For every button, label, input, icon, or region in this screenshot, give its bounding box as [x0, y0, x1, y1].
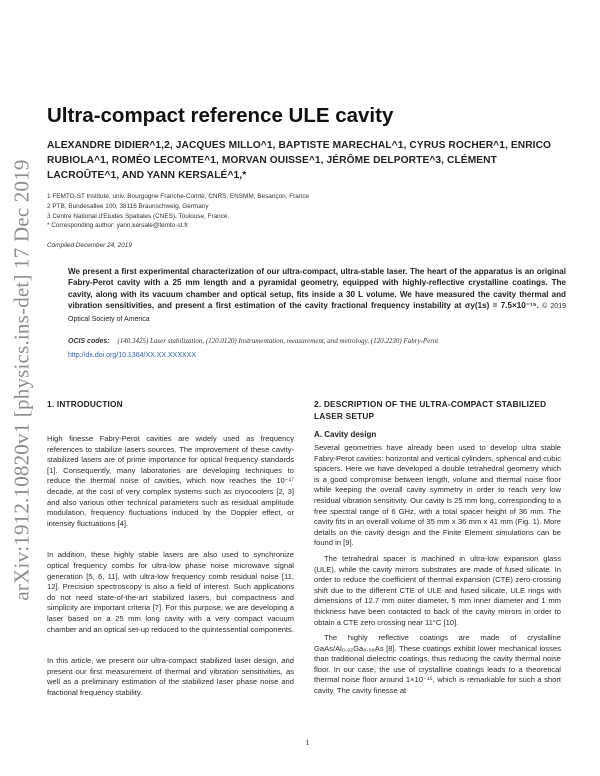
paragraph: High finesse Fabry-Perot cavities are widely used as frequency references to stabilize lasers sources. The improvement of these cavity-stabilized lasers are of prime importance for optical frequency standards [1]. Consequently, many laboratories are developing techniques to reduce the thermal noise of cavities, which now reaches the 10⁻¹⁷ decade, at the cost of very complex systems such as cryocoolers [2, 3] and also various other technical parameters such as residual amplitude modulation, frequency fluctuations induced by the Doppler effect, or intensity fluctuations [4]. — [47, 434, 294, 528]
compiled-date: Compiled December 24, 2019 — [47, 242, 132, 249]
paragraph: The tetrahedral spacer is machined in ultra-low expansion glass (ULE), while the cavity mirrors substrates are made of fused silicate. In order to reduce the coefficient of thermal expansion (CTE) zero-crossing shift due to the different CTE of ULE and fused silicate, ULE rings with dimensions of 12.7 mm outer diameter, 5 mm inner diameter and 1 mm thickness have been contacted to back of the cavity mirrors in order to obtain a CTE zero crossing near 11°C [10]. — [314, 553, 561, 627]
affiliation-1: 1 FEMTO-ST Institute, univ. Bourgogne Franche-Comté, CNRS, ENSMM, Besançon, France — [47, 193, 310, 200]
affiliation-3: 3 Centre National d'Etudes Spatiales (CNES), Toulouse, France. — [47, 212, 230, 220]
ocis-label: OCIS codes: — [68, 338, 110, 345]
subsection-heading-cavity-design: A. Cavity design — [314, 430, 377, 439]
section-heading-introduction: 1. INTRODUCTION — [47, 399, 123, 409]
left-column — [47, 398, 294, 719]
corresponding-author: * Corresponding author: yann.kersale@femto-st.fr — [47, 222, 189, 230]
right-column — [314, 398, 561, 702]
paper-page — [47, 0, 568, 776]
arxiv-identifier-text: arXiv:1912.10820v1 [physics.ins-det] 17 Dec 2019 — [9, 159, 34, 601]
doi-link[interactable]: http://dx.doi.org/10.1364/XX.XX.XXXXXX — [68, 352, 197, 359]
affiliation-2: 2 PTB, Bundesallee 100, 38116 Braunschweig, Germany — [47, 202, 209, 210]
author-list: ALEXANDRE DIDIER^1,2, JACQUES MILLO^1, BAPTISTE MARECHAL^1, CYRUS ROCHER^1, ENRICO RUBIOLA^1, ROMÉO LECOMTE^1, MORVAN OUISSE^1, JÉRÔME DELPORTE^3, CLÉMENT LACROÛTE^1, AND YANN KERSALÉ^1,* — [47, 140, 552, 181]
ocis-text: (140.3425) Laser stabilization, (120.0120) Instrumentation, measurement, and metrology, (120.2230) Fabry-Perot — [117, 337, 439, 345]
paragraph: In addition, these highly stable lasers are also used to synchronize optical frequency combs for ultra-low phase noise microwave signal generation [5, 6, 11], with ultra-low frequency comb residual noise [11, 12]. Precision spectroscopy is also a field of interest. Such applications do not need state-of-the-art stabilized lasers, but compactness and simplicity are important criteria [7]. For this purpose, we are developing a laser based on a 25 mm long cavity with a very compact vacuum chamber and an optical set-up reduced to the quintessential components. — [47, 550, 294, 634]
ocis-codes — [68, 336, 566, 347]
page-number: 1 — [305, 738, 310, 747]
paragraph: Several geometries have already been used to develop ultra stable Fabry-Perot cavities: horizontal and vertical cylinders, spherical and cubic spacers. Here we have developed a double tetrahedral geometry which is a good compromise between length, volume and thermal noise floor while keeping the overall cavity symmetry in order to reach very low residual vibration sensitivity. Our cavity is 25 mm long, corresponding to a free spectral range of 6 GHz, with a total spacer height of 36 mm. The cavity fits in an overall volume of 35 mm x 36 mm x 41 mm (Fig. 1). More details on the cavity design and the Finite Element simulations can be found in [9]. — [314, 443, 561, 548]
paragraph: The highly reflective coatings are made of crystalline GaAs/Al₀.₉₂Ga₀.₀₈As [8]. These coatings exhibit lower mechanical losses than traditional dielectric coatings, thus reducing the cavity thermal noise floor. In our case, the use of crystalline coatings leads to a theoretical thermal noise floor around 1×10⁻¹⁵, which is remarkable for such a short cavity. The cavity finesse at — [314, 633, 561, 696]
paper-title: Ultra-compact reference ULE cavity — [47, 104, 394, 127]
abstract — [68, 266, 566, 325]
abstract-copyright: © 2019 Optical Society of America — [68, 303, 566, 323]
paragraph: In this article, we present our ultra-compact stabilized laser design, and present our first measurement of thermal and vibration sensitivities, as well as a preliminary estimation of the stabilized laser phase noise and fractional frequency stability. — [47, 656, 294, 697]
affiliations — [47, 192, 568, 231]
arxiv-identifier — [4, 140, 40, 620]
abstract-text: We present a first experimental characterization of our ultra-compact, ultra-stable laser. The heart of the apparatus is an original Fabry-Perot cavity with a 25 mm length and a pyramidal geometry, equipped with highly-reflective crystalline coatings. The cavity, along with its vacuum chamber and optical setup, fits inside a 30 L volume. We have measured the cavity thermal and vibration sensitivities, and present a first estimation of the cavity fractional frequency instability at σy(1s) = 7.5×10⁻¹⁵. — [68, 267, 566, 311]
section-heading-description: 2. DESCRIPTION OF THE ULTRA-COMPACT STABILIZED LASER SETUP — [314, 399, 547, 421]
